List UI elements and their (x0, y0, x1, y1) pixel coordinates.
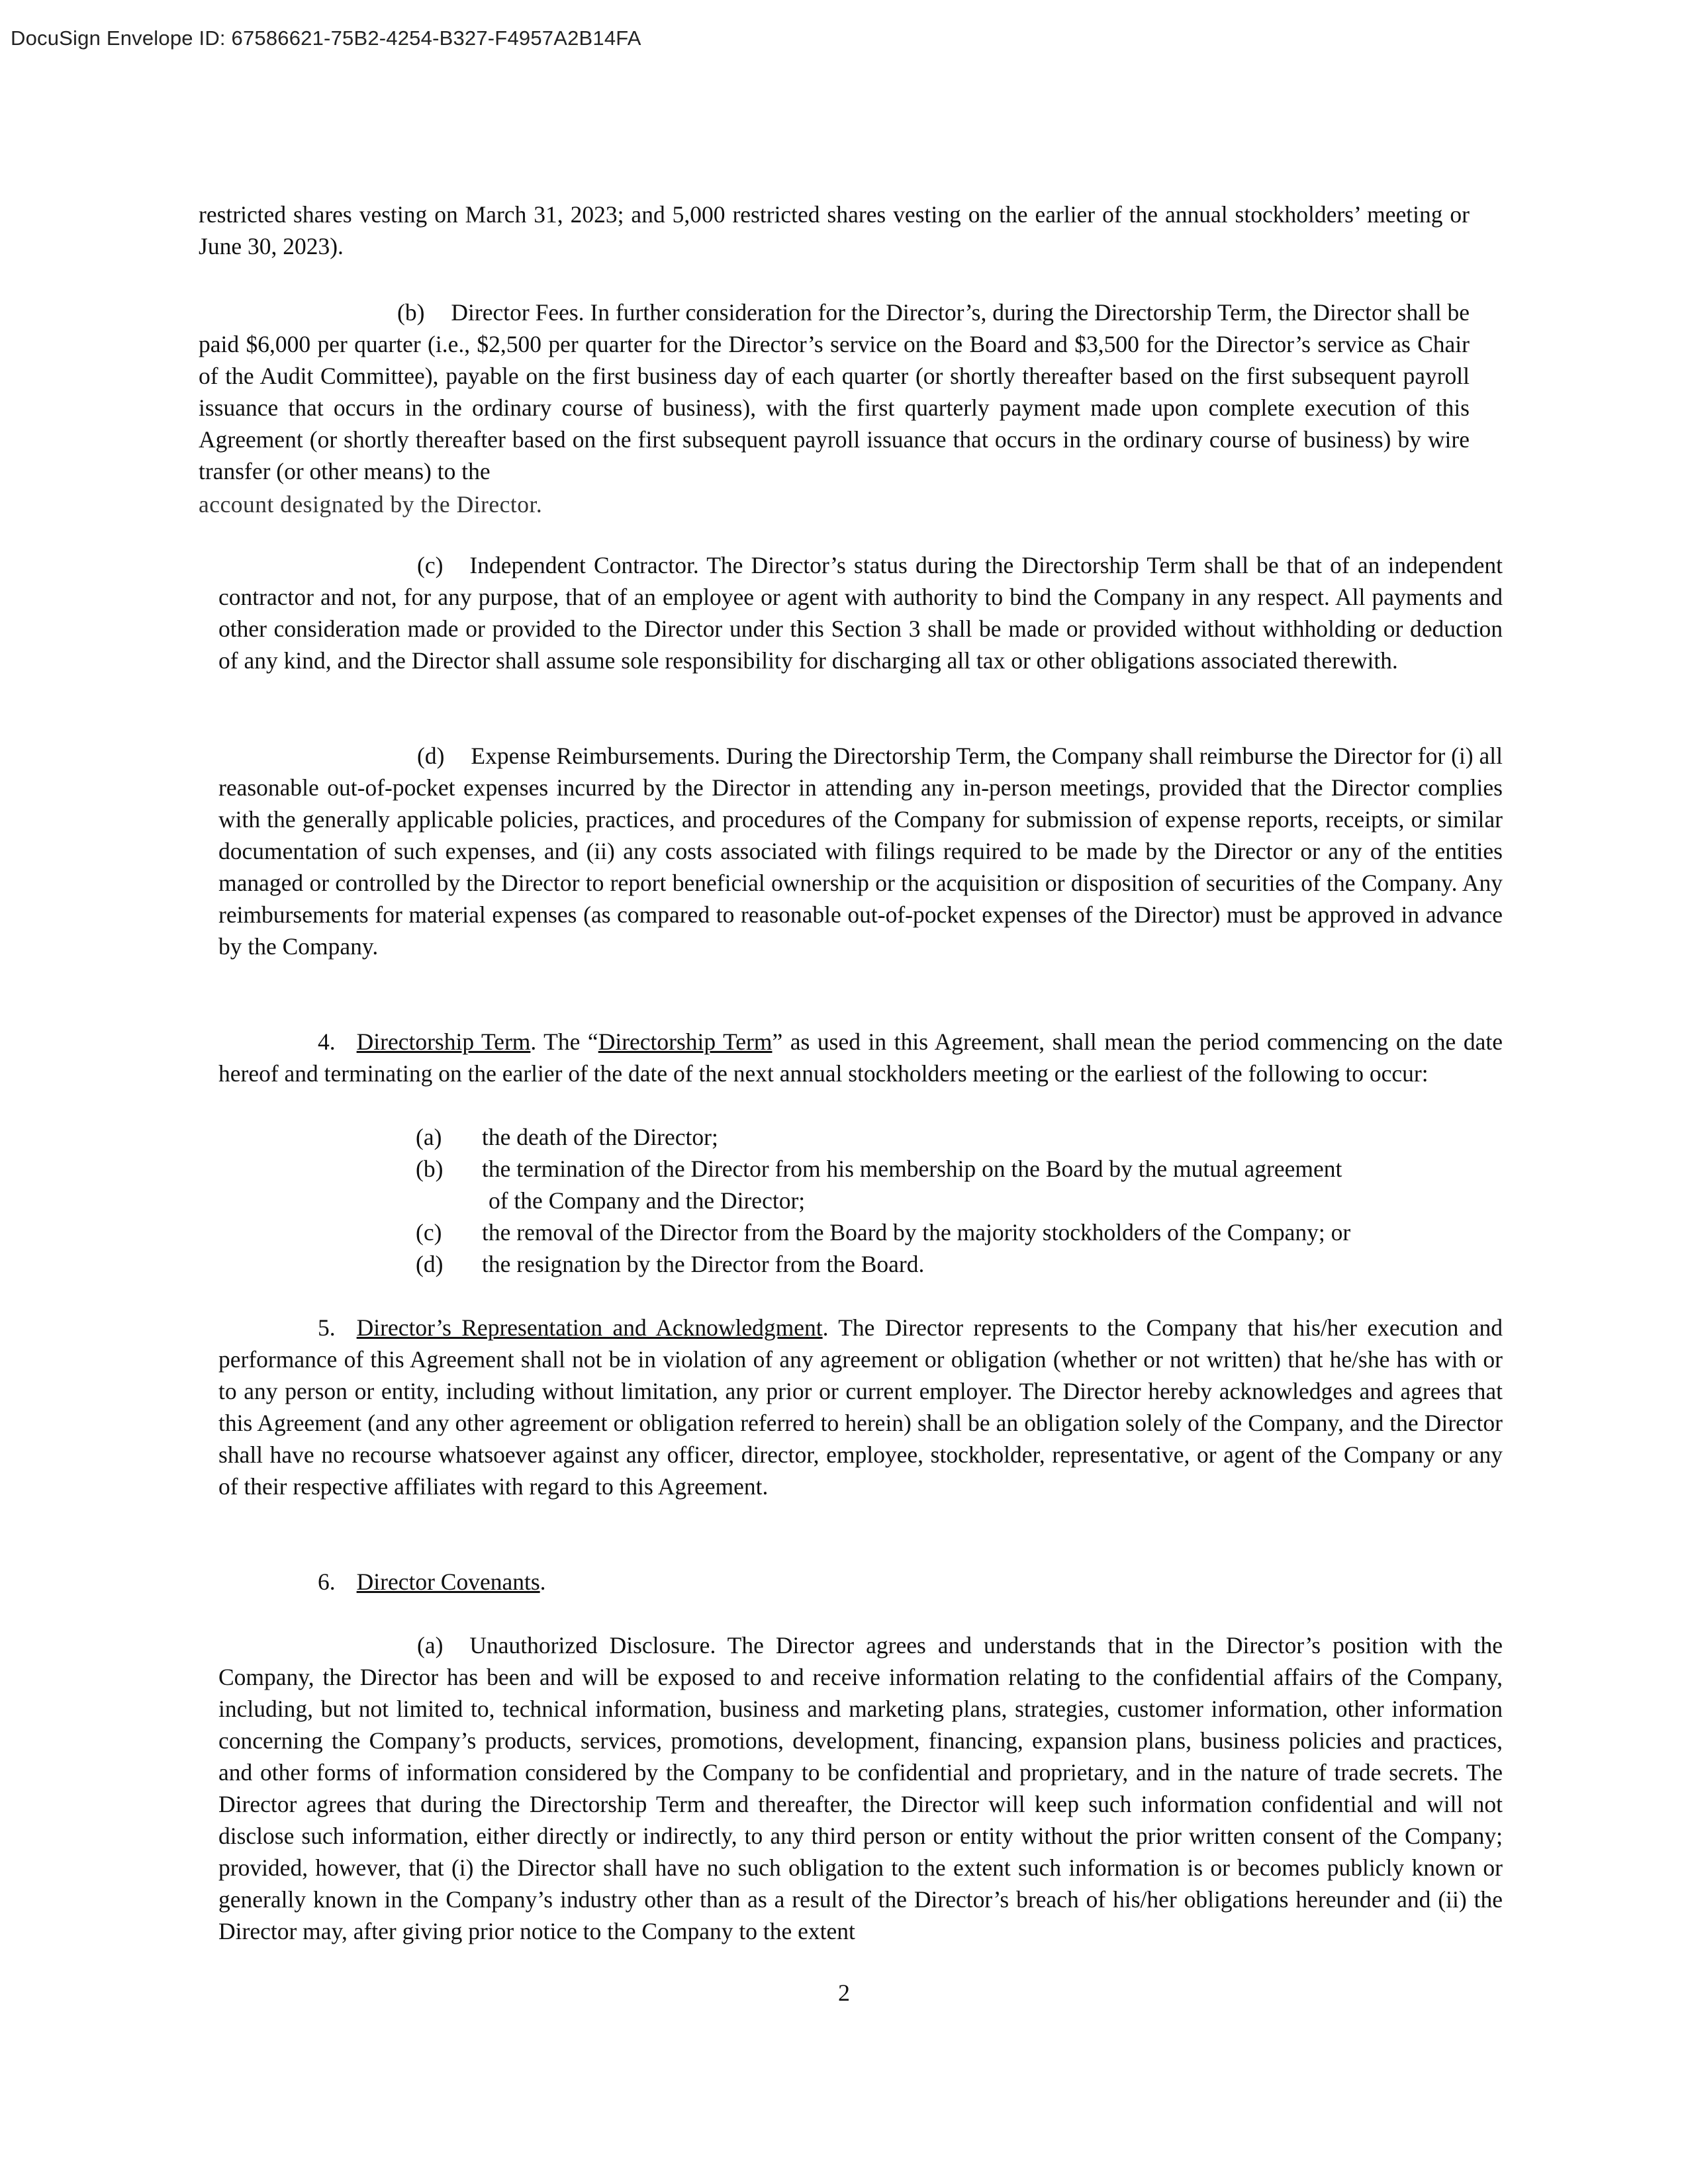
section-4-title: Directorship Term (356, 1028, 531, 1055)
section-label-6a: (a) (417, 1632, 444, 1659)
docusign-envelope-id: DocuSign Envelope ID: 67586621-75B2-4254-B327-F4957A2B14FA (11, 26, 641, 50)
section-label-3b: (b) (397, 299, 425, 326)
section-label-3d: (d) (417, 743, 445, 769)
section-5-title: Director’s Representation and Acknowledgment (356, 1314, 823, 1341)
list-item: (a) the death of the Director; (416, 1124, 718, 1150)
list-item: (c) the removal of the Director from the Board by the majority stockholders of the Company; or (416, 1219, 1351, 1246)
independent-contractor-text: Independent Contractor. The Director’s status during the Directorship Term shall be that of an independent contractor and not, for any purpose, that of an employee or agent with authority to bind the Company in any respect. All payments and other consideration made or provided to the Director under this Section 3 shall be made or provided without withholding or deduction of any kind, and the Director shall assume sole responsibility for discharging all tax or other obligations associated therewith. (218, 552, 1503, 674)
unauthorized-disclosure-text: Unauthorized Disclosure. The Director agrees and understands that in the Director’s position with the Company, the Director has been and will be exposed to and receive information relating to the confidential affairs of the Company, including, but not limited to, technical information, business and marketing plans, strategies, customer information, other information concerning the Company’s products, services, promotions, development, financing, expansion plans, business policies and practices, and other forms of information considered by the Company to be confidential and proprietary, and in the nature of trade secrets. The Director agrees that during the Directorship Term and thereafter, the Director will keep such information confidential and will not disclose such information, either directly or indirectly, to any third person or entity without the prior written consent of the Company; provided, however, that (i) the Director shall have no such obligation to the extent such information is or becomes publicly known or generally known in the Company’s industry other than as a result of the Director’s breach of his/her obligations hereunder and (ii) the Director may, after giving prior notice to the Company to the extent (218, 1632, 1503, 1944)
section-4-number: 4. (318, 1028, 336, 1055)
section-5-number: 5. (318, 1314, 336, 1341)
paragraph-expense-reimbursements (218, 740, 1503, 962)
expense-reimbursements-text: Expense Reimbursements. During the Directorship Term, the Company shall reimburse the Director for (i) all reasonable out-of-pocket expenses incurred by the Director in attending any in-person meetings, provided that the Director complies with the generally applicable policies, practices, and procedures of the Company for submission of expense reports, receipts, or similar documentation of such expenses, and (ii) any costs associated with filings required to be made by the Director or any of the entities managed or controlled by the Director to report beneficial ownership or the acquisition or disposition of securities of the Company. Any reimbursements for material expenses (as compared to reasonable out-of-pocket expenses of the Director) must be approved in advance by the Company. (218, 743, 1503, 960)
section-label-3c: (c) (417, 552, 444, 578)
page-number: 2 (838, 1979, 850, 2006)
section-6-number: 6. (318, 1569, 336, 1595)
section-4-directorship-term: 4. Directorship Term. The “Directorship Term” as used in this Agreement, shall mean the period commencing on the date hereof and terminating on the earlier of the date of the next annual stockholders meeting or the earliest of the following to occur: (218, 1028, 1503, 1087)
obscured-line-account: account designated by the Director. (199, 491, 543, 518)
list-item: (b) the termination of the Director from his membership on the Board by the mutual agreement (416, 1156, 1342, 1182)
paragraph-independent-contractor (218, 549, 1503, 676)
list-item-continuation: of the Company and the Director; (489, 1187, 806, 1214)
paragraph-director-fees (199, 296, 1470, 487)
section-6-heading: 6. Director Covenants. (318, 1569, 546, 1595)
paragraph-vesting-continuation: restricted shares vesting on March 31, 2023; and 5,000 restricted shares vesting on the earlier of the annual stockholders’ meeting or June 30, 2023). (199, 201, 1470, 259)
section-5-representation: 5. Director’s Representation and Acknowledgment. The Director represents to the Company that his/her execution and performance of this Agreement shall not be in violation of any agreement or obligation (whether or not written) that he/she has with or to any person or entity, including without limitation, any prior or current employer. The Director hereby acknowledges and agrees that this Agreement (and any other agreement or obligation referred to herein) shall be an obligation solely of the Company, and the Director shall have no recourse whatsoever against any officer, director, employee, stockholder, representative, or agent of the Company or any of their respective affiliates with regard to this Agreement. (218, 1314, 1503, 1500)
director-fees-text: Director Fees. In further consideration for the Director’s, during the Directorship Term, the Director shall be paid $6,000 per quarter (i.e., $2,500 per quarter for the Director’s service on the Board and $3,500 for the Director’s service as Chair of the Audit Committee), payable on the first business day of each quarter (or shortly thereafter based on the first subsequent payroll issuance that occurs in the ordinary course of business), with the first quarterly payment made upon complete execution of this Agreement (or shortly thereafter based on the first subsequent payroll issuance that occurs in the ordinary course of business) by wire transfer (or other means) to the (199, 299, 1470, 484)
paragraph-unauthorized-disclosure (218, 1629, 1503, 1947)
section-4-defined-term: Directorship Term (598, 1028, 773, 1055)
section-6-title: Director Covenants (356, 1569, 540, 1595)
list-item: (d) the resignation by the Director from the Board. (416, 1251, 925, 1277)
